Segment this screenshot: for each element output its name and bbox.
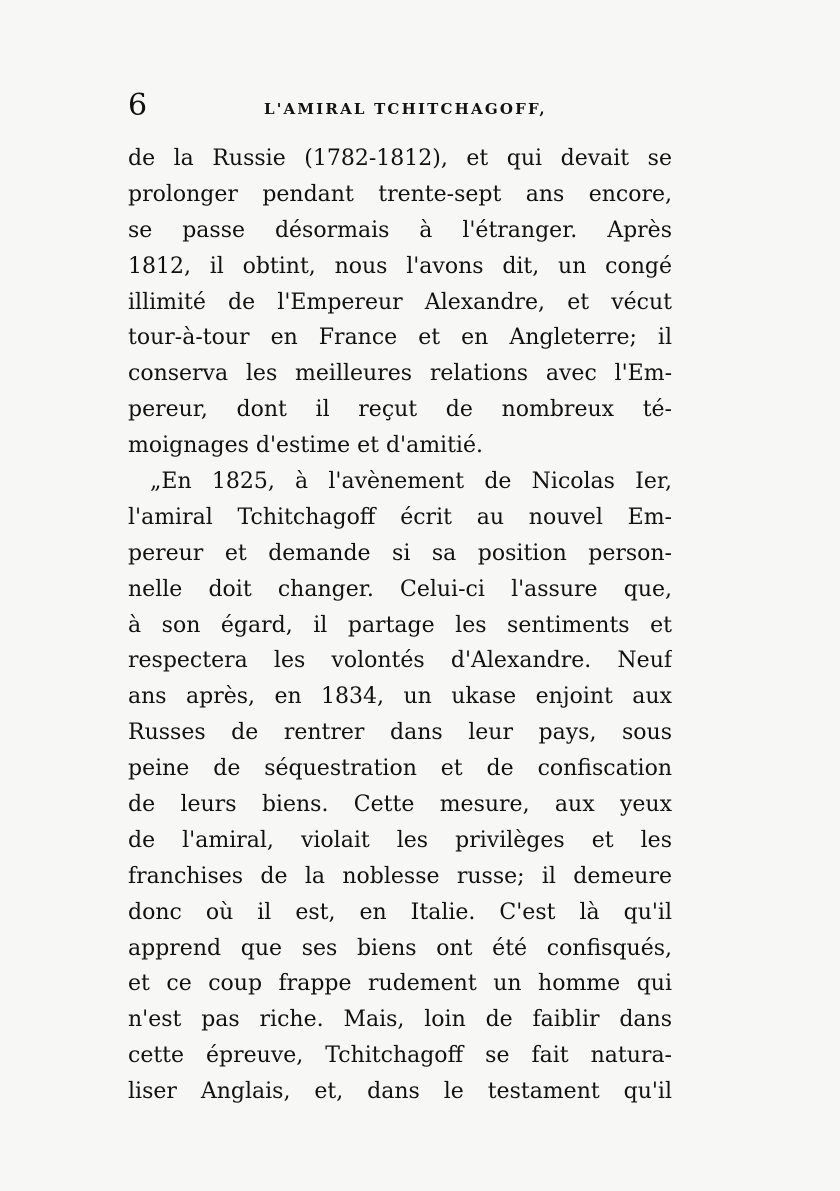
text-line: 1812, il obtint, nous l'avons dit, un congé [128,253,672,279]
text-line: à son égard, il partage les sentiments et [128,612,672,638]
text-line: se passe désormais à l'étranger. Après [128,217,672,243]
text-line: illimité de l'Empereur Alexandre, et vécut [128,289,672,315]
text-line: conserva les meilleures relations avec l'Em- [128,361,672,387]
text-line: prolonger pendant trente-sept ans encore, [128,181,672,207]
text-line: de l'amiral, violait les privilèges et les [128,827,672,853]
text-line: nelle doit changer. Celui-ci l'assure que, [128,576,672,602]
text-line: pereur et demande si sa position person- [128,540,672,566]
text-line: de leurs biens. Cette mesure, aux yeux [128,792,672,818]
text-line: ans après, en 1834, un ukase enjoint aux [128,684,672,710]
text-line: et ce coup frappe rudement un homme qui [128,971,672,997]
text-line: donc où il est, en Italie. C'est là qu'il [128,899,672,925]
body-text [128,141,672,1110]
page-header [128,88,672,128]
text-line: franchises de la noblesse russe; il demeure [128,863,672,889]
text-line: cette épreuve, Tchitchagoff se fait natura- [128,1043,672,1069]
text-line: apprend que ses biens ont été confisqués, [128,935,672,961]
text-line: tour-à-tour en France et en Angleterre; il [128,325,672,351]
text-line: n'est pas riche. Mais, loin de faiblir dans [128,1007,672,1033]
text-line: Russes de rentrer dans leur pays, sous [128,720,672,746]
text-line: pereur, dont il reçut de nombreux té- [128,397,672,423]
text-line: „En 1825, à l'avènement de Nicolas Ier, [150,469,672,495]
text-line: de la Russie (1782-1812), et qui devait se [128,146,672,171]
text-line: l'amiral Tchitchagoff écrit au nouvel Em- [128,504,672,530]
text-line: moignages d'estime et d'amitié. [128,433,483,459]
page-number: 6 [128,88,148,123]
running-title: L'AMIRAL TCHITCHAGOFF, [264,100,547,118]
text-line: peine de séquestration et de confiscation [128,756,672,782]
text-line: respectera les volontés d'Alexandre. Neuf [128,648,672,674]
text-line: liser Anglais, et, dans le testament qu'il [128,1079,672,1105]
